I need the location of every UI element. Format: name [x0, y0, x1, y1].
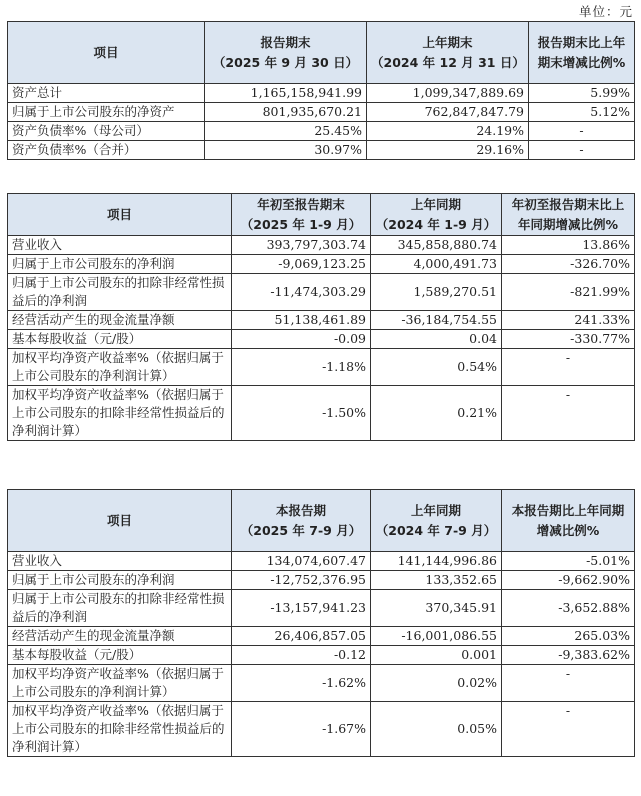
cell-value: 265.03% [502, 627, 635, 646]
table-row [8, 590, 635, 627]
col-header-ytd: 年初至报告期末 （2025 年 1-9 月） [232, 194, 371, 236]
cell-value: -821.99% [502, 274, 635, 311]
cell-value: -5.01% [502, 552, 635, 571]
cell-value: 51,138,461.89 [232, 311, 371, 330]
cell-value: 345,858,880.74 [371, 236, 502, 255]
col-header-period-end: 报告期末 （2025 年 9 月 30 日） [205, 22, 367, 84]
col-header-item: 项目 [8, 490, 232, 552]
table-row [8, 552, 635, 571]
row-label: 加权平均净资产收益率%（依据归属于上市公司股东的扣除非经常性损益后的净利润计算） [8, 386, 232, 441]
cell-value: 0.001 [371, 646, 502, 665]
table-row [8, 646, 635, 665]
cell-value: 370,345.91 [371, 590, 502, 627]
col-header-prior-year-end: 上年期末 （2024 年 12 月 31 日） [367, 22, 529, 84]
cell-value: 133,352.65 [371, 571, 502, 590]
quarter-performance-table [7, 489, 635, 757]
cell-value: 762,847,847.79 [367, 103, 529, 122]
cell-value: -1.18% [232, 349, 371, 386]
cell-value: - [502, 665, 635, 702]
col-header-current-quarter: 本报告期 （2025 年 7-9 月） [232, 490, 371, 552]
cell-value: 1,589,270.51 [371, 274, 502, 311]
row-label: 加权平均净资产收益率%（依据归属于上市公司股东的净利润计算） [8, 349, 232, 386]
table-row [8, 386, 635, 441]
table-row [8, 103, 635, 122]
cell-value: 5.12% [529, 103, 635, 122]
table-row [8, 665, 635, 702]
row-label: 归属于上市公司股东的净资产 [8, 103, 205, 122]
cell-value: 29.16% [367, 141, 529, 160]
cell-value: -16,001,086.55 [371, 627, 502, 646]
cell-value: -11,474,303.29 [232, 274, 371, 311]
cell-value: -12,752,376.95 [232, 571, 371, 590]
table-row [8, 571, 635, 590]
cell-value: 141,144,996.86 [371, 552, 502, 571]
cell-value: - [502, 349, 635, 386]
col-header-prior-ytd: 上年同期 （2024 年 1-9 月） [371, 194, 502, 236]
cell-value: -0.12 [232, 646, 371, 665]
row-label: 资产负债率%（母公司） [8, 122, 205, 141]
col-header-change-pct: 年初至报告期末比上年同期增减比例% [502, 194, 635, 236]
cell-value: 134,074,607.47 [232, 552, 371, 571]
cell-value: 1,165,158,941.99 [205, 84, 367, 103]
cell-value: 5.99% [529, 84, 635, 103]
cell-value: 0.04 [371, 330, 502, 349]
cell-value: -9,069,123.25 [232, 255, 371, 274]
table-row [8, 141, 635, 160]
cell-value: - [502, 386, 635, 441]
cell-value: 1,099,347,889.69 [367, 84, 529, 103]
col-header-item: 项目 [8, 22, 205, 84]
cell-value: -1.62% [232, 665, 371, 702]
cell-value: -9,662.90% [502, 571, 635, 590]
col-header-item: 项目 [8, 194, 232, 236]
cell-value: - [529, 122, 635, 141]
unit-label: 单位：元 [578, 4, 633, 19]
table-row [8, 122, 635, 141]
row-label: 营业收入 [8, 552, 232, 571]
table-row [8, 236, 635, 255]
cell-value: 0.54% [371, 349, 502, 386]
cell-value: - [502, 702, 635, 757]
cell-value: -13,157,941.23 [232, 590, 371, 627]
table-row [8, 330, 635, 349]
row-label: 加权平均净资产收益率%（依据归属于上市公司股东的净利润计算） [8, 665, 232, 702]
cell-value: 25.45% [205, 122, 367, 141]
row-label: 归属于上市公司股东的扣除非经常性损益后的净利润 [8, 590, 232, 627]
balance-summary-table [7, 21, 635, 160]
cell-value: -330.77% [502, 330, 635, 349]
cell-value: 30.97% [205, 141, 367, 160]
cell-value: -1.67% [232, 702, 371, 757]
cell-value: 801,935,670.21 [205, 103, 367, 122]
row-label: 经营活动产生的现金流量净额 [8, 311, 232, 330]
col-header-change-pct: 本报告期比上年同期增减比例% [502, 490, 635, 552]
row-label: 归属于上市公司股东的净利润 [8, 571, 232, 590]
table-row [8, 255, 635, 274]
row-label: 基本每股收益（元/股） [8, 330, 232, 349]
table-row [8, 311, 635, 330]
row-label: 资产总计 [8, 84, 205, 103]
cell-value: 0.05% [371, 702, 502, 757]
cell-value: 241.33% [502, 311, 635, 330]
table-row [8, 274, 635, 311]
col-header-prior-quarter: 上年同期 （2024 年 7-9 月） [371, 490, 502, 552]
row-label: 基本每股收益（元/股） [8, 646, 232, 665]
cell-value: -36,184,754.55 [371, 311, 502, 330]
cell-value: 393,797,303.74 [232, 236, 371, 255]
cell-value: 0.02% [371, 665, 502, 702]
cell-value: - [529, 141, 635, 160]
cell-value: 24.19% [367, 122, 529, 141]
cell-value: 0.21% [371, 386, 502, 441]
row-label: 归属于上市公司股东的净利润 [8, 255, 232, 274]
row-label: 营业收入 [8, 236, 232, 255]
table-row [8, 84, 635, 103]
cell-value: -0.09 [232, 330, 371, 349]
cell-value: 13.86% [502, 236, 635, 255]
cell-value: -326.70% [502, 255, 635, 274]
table-row [8, 349, 635, 386]
table-row [8, 702, 635, 757]
cell-value: 4,000,491.73 [371, 255, 502, 274]
cell-value: -1.50% [232, 386, 371, 441]
row-label: 加权平均净资产收益率%（依据归属于上市公司股东的扣除非经常性损益后的净利润计算） [8, 702, 232, 757]
row-label: 经营活动产生的现金流量净额 [8, 627, 232, 646]
ytd-performance-table [7, 193, 635, 441]
cell-value: -3,652.88% [502, 590, 635, 627]
cell-value: 26,406,857.05 [232, 627, 371, 646]
row-label: 资产负债率%（合并） [8, 141, 205, 160]
cell-value: -9,383.62% [502, 646, 635, 665]
row-label: 归属于上市公司股东的扣除非经常性损益后的净利润 [8, 274, 232, 311]
table-row [8, 627, 635, 646]
col-header-change-pct: 报告期末比上年期末增减比例% [529, 22, 635, 84]
